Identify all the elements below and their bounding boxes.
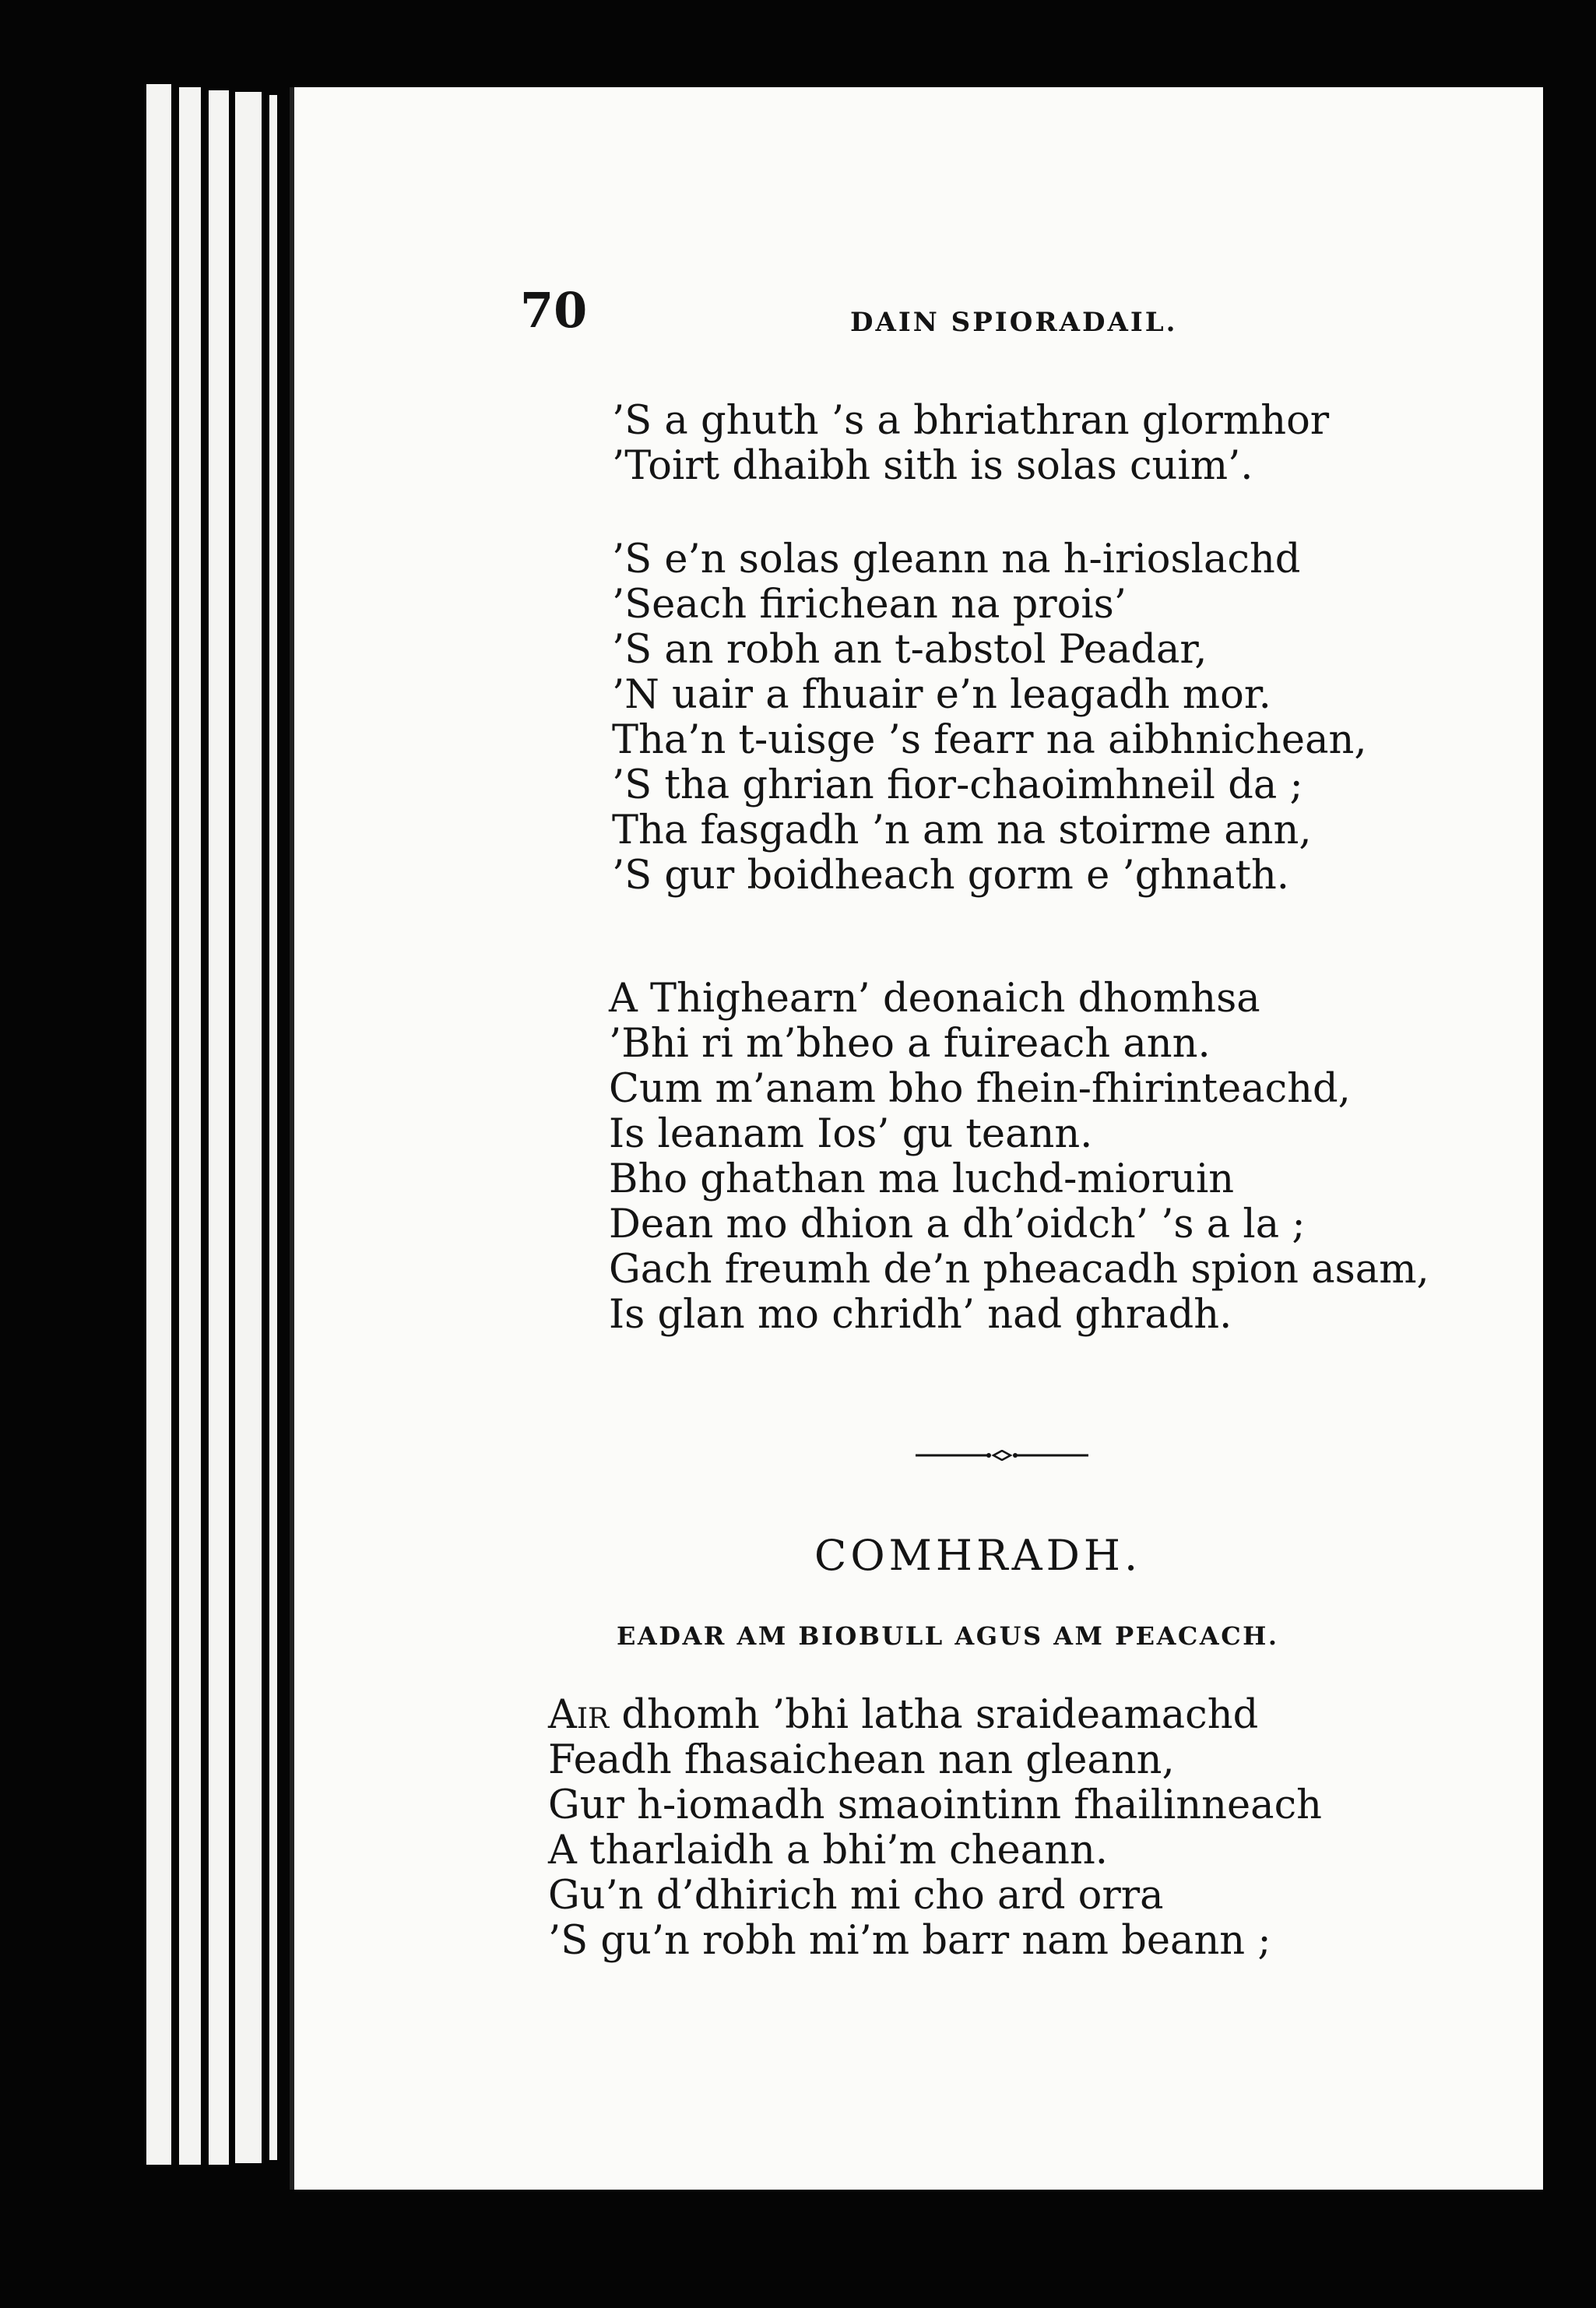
page-edge <box>179 87 201 2165</box>
verse-line: A Thighearn’ deonaich dhomhsa <box>609 976 1260 1022</box>
verse-line: ’N uair a fhuair e’n leagadh mor. <box>612 672 1271 718</box>
verse-line: Cum m’anam bho fhein-fhirinteachd, <box>609 1066 1351 1112</box>
verse-line: ’S a ghuth ’s a bhriathran glormhor <box>612 398 1330 444</box>
page-edge <box>269 95 277 2160</box>
page-number: 70 <box>520 282 588 339</box>
verse-line: Bho ghathan ma luchd-mioruin <box>609 1156 1235 1202</box>
verse-line: Feadh fhasaichean nan gleann, <box>548 1737 1175 1783</box>
verse-line: Gur h-iomadh smaointinn fhailinneach <box>548 1782 1323 1828</box>
verse-line: ’S tha ghrian fior-chaoimhneil da ; <box>612 762 1303 808</box>
section-subtitle: EADAR AM BIOBULL AGUS AM PEACACH. <box>617 1621 1279 1651</box>
verse-line: ’S an robh an t-abstol Peadar, <box>612 627 1208 673</box>
stanza <box>612 399 1329 489</box>
verse-line: Tha’n t-uisge ’s fearr na aibhnichean, <box>612 717 1367 763</box>
page-edge <box>146 84 171 2165</box>
drop-word: Air <box>548 1692 610 1738</box>
verse-line: Is leanam Ios’ gu teann. <box>609 1111 1093 1157</box>
stanza <box>548 1693 1322 1964</box>
verse-line: ’S gur boidheach gorm e ’ghnath. <box>612 853 1290 899</box>
verse-line: A tharlaidh a bhi’m cheann. <box>548 1828 1109 1873</box>
page-edge <box>235 92 262 2163</box>
running-head: DAIN SPIORADAIL. <box>850 307 1178 338</box>
verse-line <box>548 1693 1322 1738</box>
verse-line: ’S e’n solas gleann na h-irioslachd <box>612 537 1301 582</box>
verse-line: ’Bhi ri m’bheo a fuireach ann. <box>609 1021 1211 1067</box>
verse-line-rest: dhomh ’bhi latha sraideamachd <box>609 1692 1259 1738</box>
stanza <box>609 976 1429 1338</box>
verse-line: ’Seach firichean na prois’ <box>612 582 1127 628</box>
verse-line: Tha fasgadh ’n am na stoirme ann, <box>612 807 1312 853</box>
verse-line: ’S gu’n robh mi’m barr nam beann ; <box>548 1918 1271 1964</box>
section-title: COMHRADH. <box>814 1531 1142 1580</box>
stanza <box>612 537 1367 899</box>
verse-line: Is glan mo chridh’ nad ghradh. <box>609 1292 1232 1338</box>
ornament-divider-icon <box>916 1450 1088 1461</box>
page-edge <box>209 90 229 2165</box>
verse-line: ’Toirt dhaibh sith is solas cuim’. <box>612 443 1253 489</box>
verse-line: Gach freumh de’n pheacadh spion asam, <box>609 1247 1429 1293</box>
verse-line: Gu’n d’dhirich mi cho ard orra <box>548 1873 1164 1919</box>
verse-line: Dean mo dhion a dh’oidch’ ’s a la ; <box>609 1201 1306 1247</box>
